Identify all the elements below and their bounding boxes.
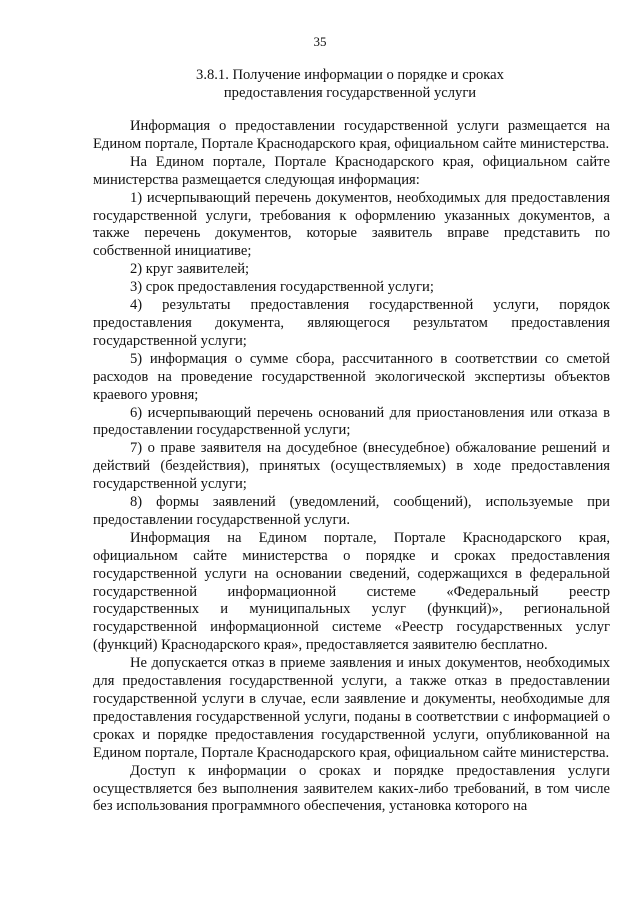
list-item-1: 1) исчерпывающий перечень документов, необходимых для предоставления государственной услуги, требования к оформлению указанных документов, а также перечень документов, которые заявитель вправе представить по собственной инициативе; <box>93 189 610 260</box>
section-heading-line-1: 3.8.1. Получение информации о порядке и сроках <box>196 67 504 83</box>
paragraph-free-information: Информация на Едином портале, Портале Краснодарского края, официальном сайте министерства о порядке и сроках предоставления государственной услуги на основании сведений, содержащихся в федеральной государственной информационной системе «Федеральный реестр государственных и муниципальных услуг (функций)», региональной государственной информационной системе «Реестр государственных услуг (функций) Краснодарского края», предоставляется заявителю бесплатно. <box>93 529 610 654</box>
list-item-8: 8) формы заявлений (уведомлений, сообщений), используемые при предоставлении государственной услуги. <box>93 494 610 528</box>
paragraph-refusal-not-allowed: Не допускается отказ в приеме заявления и иных документов, необходимых для предоставления государственной услуги, а также отказ в предоставлении государственной услуги в случае, если заявление и документы, необходимые для предоставления государственной услуги, поданы в соответствии с информацией о сроках и порядке предоставления государственной услуги, опубликованной на Едином портале, Портале Краснодарского края, официальном сайте министерства. <box>93 655 610 761</box>
page-number: 35 <box>313 34 327 49</box>
list-item-4: 4) результаты предоставления государственной услуги, порядок предоставления документа, являющегося результатом предоставления государственной услуги; <box>93 297 610 349</box>
list-item-6: 6) исчерпывающий перечень оснований для приостановления или отказа в предоставлении государственной услуги; <box>93 404 610 439</box>
paragraph-info-list-intro: На Едином портале, Портале Краснодарского края, официальном сайте министерства размещается следующая информация: <box>93 153 610 188</box>
list-item-3: 3) срок предоставления государственной услуги; <box>130 279 434 296</box>
section-heading <box>90 67 610 103</box>
document-body <box>93 118 610 816</box>
paragraph-info-placement: Информация о предоставлении государственной услуги размещается на Едином портале, Портале Краснодарского края, официальном сайте министерства. <box>93 118 610 152</box>
list-item-7: 7) о праве заявителя на досудебное (внесудебное) обжалование решений и действий (бездействия), принятых (осуществляемых) в ходе предоставления государственной услуги; <box>93 440 610 493</box>
section-heading-line-2: предоставления государственной услуги <box>223 84 477 101</box>
list-item-2: 2) круг заявителей; <box>130 261 250 278</box>
list-item-5: 5) информация о сумме сбора, рассчитанного в соответствии со сметой расходов на проведение государственной экологической экспертизы объектов краевого уровня; <box>93 350 610 403</box>
paragraph-access-to-information: Доступ к информации о сроках и порядке предоставления услуги осуществляется без выполнения заявителем каких-либо требований, в том числе без использования программного обеспечения, установка которого на <box>93 762 610 815</box>
